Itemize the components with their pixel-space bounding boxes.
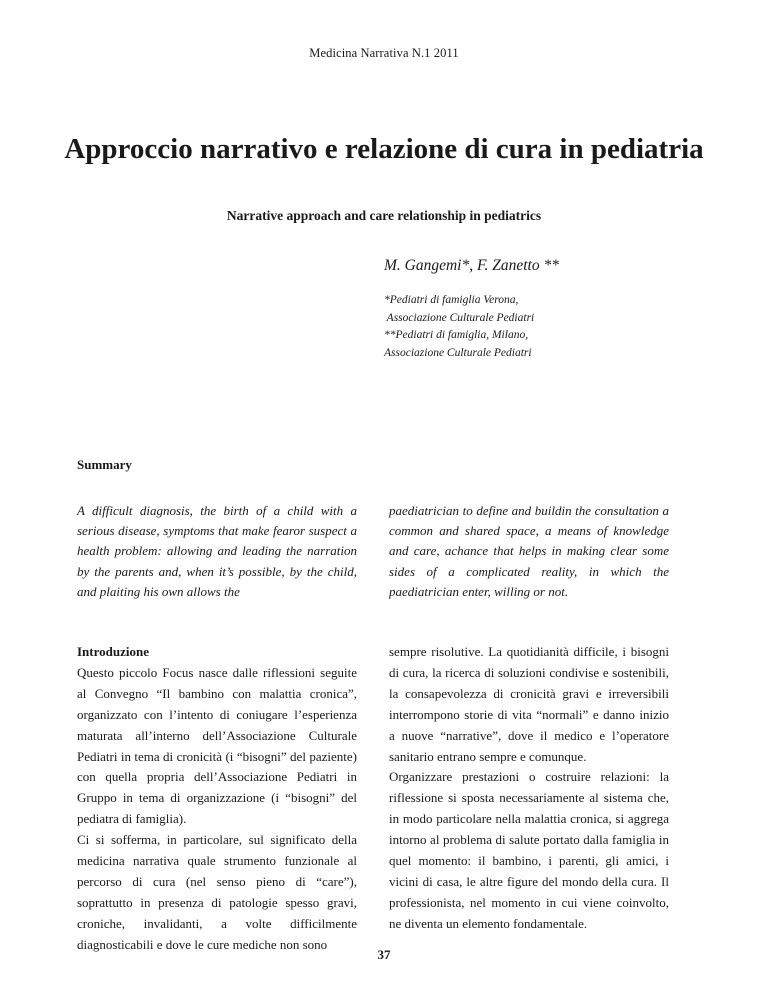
affiliations (384, 292, 684, 362)
body-paragraph: sempre risolutive. La quotidianità difficile, i bisogni di cura, la ricerca di soluzioni condivise e sostenibili, la consapevolezza di cronicità gravi e irreversibili interrompono storie di vita “normali” e danno inizio a nuove “narrative”, dove il medico e l’operatore sanitario entrano sempre e comunque. (389, 644, 669, 764)
abstract-left-column: A difficult diagnosis, the birth of a child with a serious disease, symptoms that make fearor suspect a health problem: allowing and leading the narration by the parents and, when it’s possible, by the child, and plaiting his own allows the (77, 503, 357, 599)
body-paragraph: Ci si sofferma, in particolare, sul significato della medicina narrativa quale strumento funzionale al percorso di cura (nel senso pieno di “care”), soprattutto in presenza di patologie spesso gravi, croniche, invalidanti, a volte difficilmente diagnosticabili e dove le cure mediche non sono (77, 832, 357, 952)
affiliation-line: Associazione Culturale Pediatri (384, 311, 535, 324)
body-paragraph: Questo piccolo Focus nasce dalle riflessioni seguite al Convegno “Il bambino con malattia cronica”, organizzato con l’intento di coniugare l’esperienza maturata all’interno dell’Associazione Culturale Pediatri in tema di cronicità (i “bisogni” del paziente) con quella propria dell’Associazione Pediatri in Gruppo in tema di organizzazione (i “bisogni” del pediatra di famiglia). (77, 664, 357, 827)
affiliation-line: **Pediatri di famiglia, Milano, (384, 329, 529, 341)
summary-heading: Summary (77, 457, 132, 472)
affiliation-line: Associazione Culturale Pediatri (384, 346, 532, 359)
article-subtitle: Narrative approach and care relationship in pediatrics (226, 208, 542, 223)
body-paragraph: Organizzare prestazioni o costruire relazioni: la riflessione si sposta necessariamente al sistema che, in modo particolare nella malattia cronica, si aggrega intorno al problema di salute portato dalla famiglia in quel momento: il bambino, i parenti, gli amici, i vicini di casa, le altre figure del mondo della cura. Il professionista, nel momento in cui viene coinvolto, ne diventa un elemento fondamentale. (389, 769, 669, 931)
abstract-right-column: paediatrician to define and buildin the consultation a common and shared space, a means of knowledge and care, achance that helps in making clear some sides of a complicated reality, in which the paediatrician enter, willing or not. (389, 503, 669, 599)
page-number: 37 (377, 947, 391, 962)
introduction-heading: Introduzione (77, 644, 149, 659)
affiliation-line: *Pediatri di famiglia Verona, (384, 294, 519, 306)
body-right-column (389, 642, 669, 935)
article-title: Approccio narrativo e relazione di cura in pediatria (64, 133, 704, 165)
journal-header: Medicina Narrativa N.1 2011 (309, 46, 459, 60)
body-left-column (77, 642, 357, 956)
authors: M. Gangemi*, F. Zanetto ** (384, 257, 559, 274)
